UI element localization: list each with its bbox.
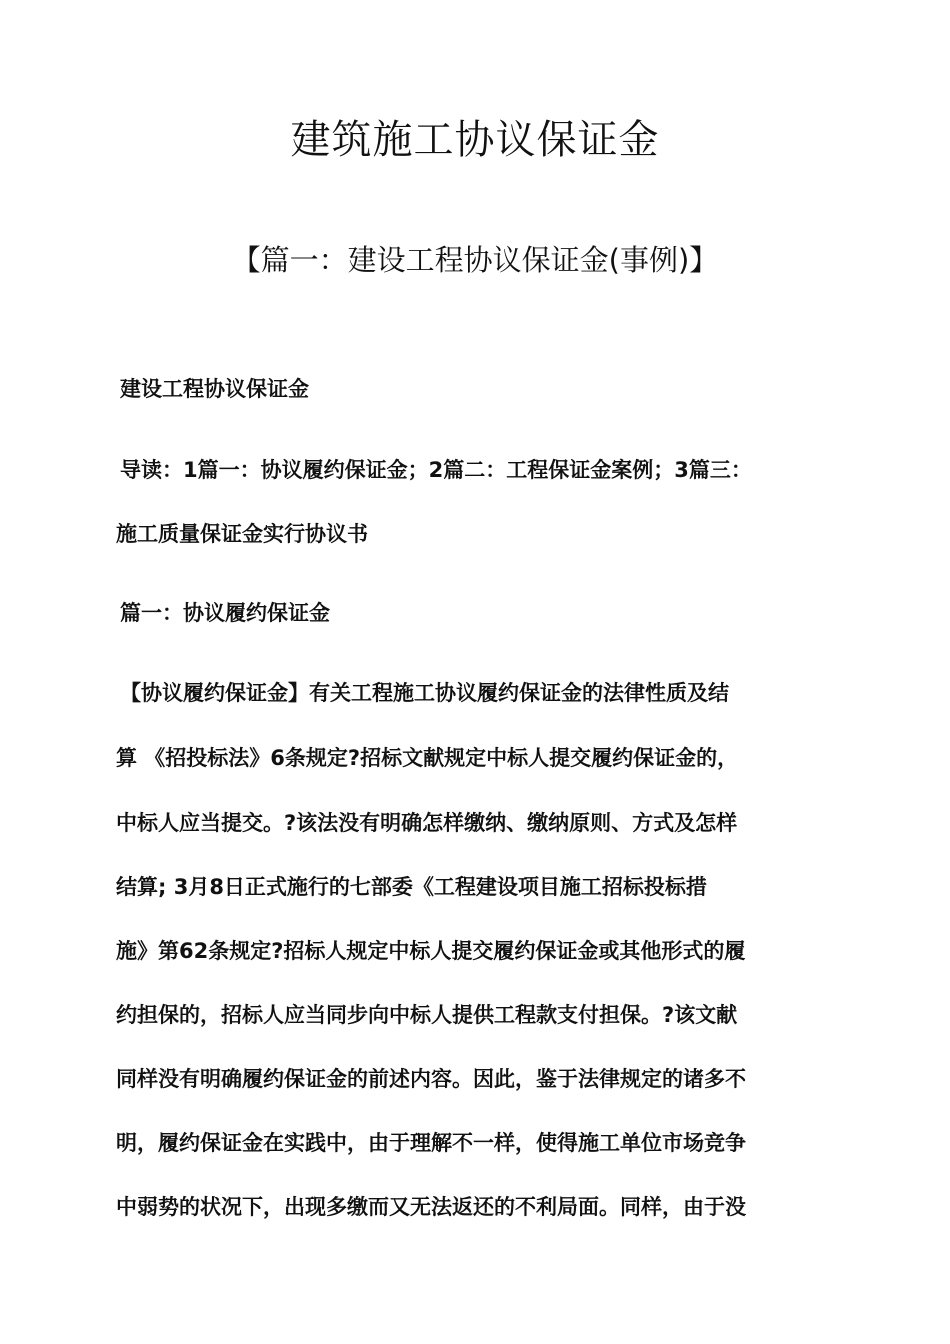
guide-line: 导读：1篇一：协议履约保证金；2篇二：工程保证金案例；3篇三： <box>120 458 752 482</box>
paragraph-line: 约担保的，招标人应当同步向中标人提供工程款支付担保。?该文献 <box>116 1003 738 1027</box>
part-heading: 篇一：协议履约保证金 <box>120 601 330 625</box>
paragraph-line: 中标人应当提交。?该法没有明确怎样缴纳、缴纳原则、方式及怎样 <box>116 811 738 835</box>
document-title: 建筑施工协议保证金 <box>290 117 660 163</box>
guide-line: 施工质量保证金实行协议书 <box>116 522 368 546</box>
paragraph-line: 结算; 3月8日正式施行的七部委《工程建设项目施工招标投标措 <box>116 875 707 899</box>
paragraph-line: 施》第62条规定?招标人规定中标人提交履约保证金或其他形式的履 <box>116 939 746 963</box>
paragraph-line: 明，履约保证金在实践中，由于理解不一样，使得施工单位市场竞争 <box>116 1131 746 1155</box>
paragraph-line: 【协议履约保证金】有关工程施工协议履约保证金的法律性质及结 <box>120 681 729 705</box>
paragraph-line: 中弱势的状况下，出现多缴而又无法返还的不利局面。同样，由于没 <box>116 1195 746 1219</box>
paragraph-line: 同样没有明确履约保证金的前述内容。因此，鉴于法律规定的诸多不 <box>116 1067 746 1091</box>
paragraph-line: 算 《招投标法》6条规定?招标文献规定中标人提交履约保证金的， <box>116 746 739 770</box>
chapter-heading: 【篇一：建设工程协议保证金(事例)】 <box>231 243 719 277</box>
section-heading: 建设工程协议保证金 <box>120 377 309 401</box>
